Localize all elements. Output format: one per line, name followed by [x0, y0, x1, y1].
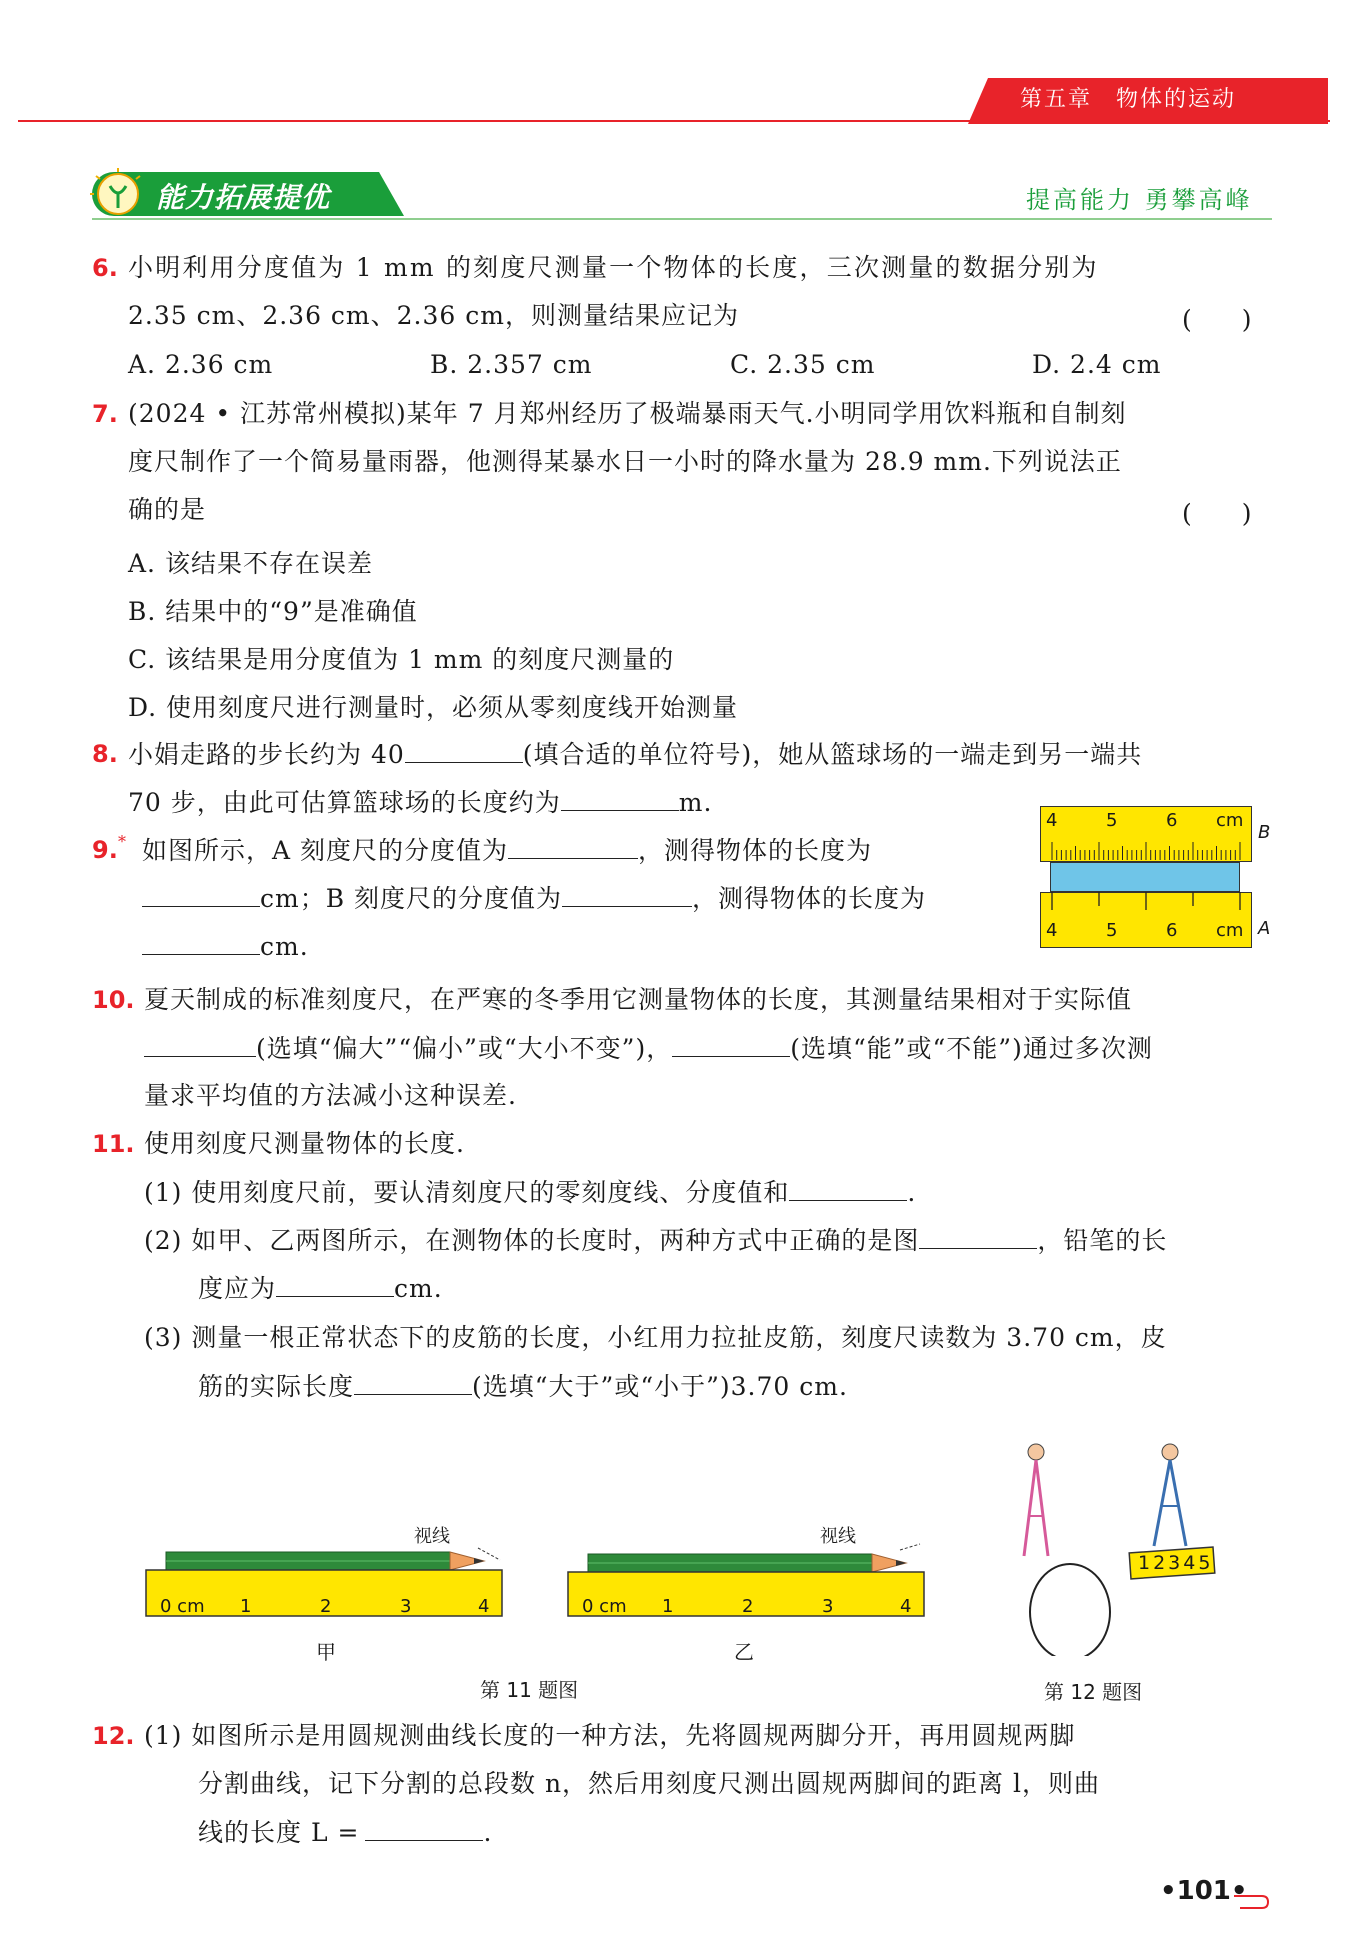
question-text-part: 度应为	[198, 1274, 277, 1303]
question-text: 使用刻度尺测量物体的长度.	[144, 1129, 465, 1158]
answer-blank[interactable]	[144, 1032, 256, 1057]
tick-label: cm	[1216, 920, 1244, 941]
question-text: (3) 测量一根正常状态下的皮筋的长度，小红用力拉扯皮筋，刻度尺读数为 3.70 cm，皮	[144, 1323, 1167, 1352]
figure-11-caption: 第 11 题图	[480, 1678, 579, 1702]
question-text	[142, 834, 872, 867]
tick-label: 3	[400, 1596, 412, 1617]
question-text	[198, 1370, 848, 1403]
option-d: D. 2.4 cm	[1032, 350, 1162, 379]
question-text: 夏天制成的标准刻度尺，在严寒的冬季用它测量物体的长度，其测量结果相对于实际值	[144, 985, 1133, 1014]
question-text-part: 筋的实际长度	[198, 1372, 355, 1401]
figure-11-yi	[566, 1520, 936, 1664]
question-text-part: (2) 如甲、乙两图所示，在测物体的长度时，两种方式中正确的是图	[144, 1226, 920, 1255]
tick-label: 4	[1046, 920, 1058, 941]
question-text: 度尺制作了一个简易量雨器，他测得某暴水日一小时的降水量为 28.9 mm.下列说法正	[128, 447, 1122, 476]
answer-blank[interactable]	[561, 786, 679, 811]
answer-blank[interactable]	[405, 738, 523, 763]
ruler-b-label: B	[1258, 822, 1271, 843]
tick-label: 4	[1046, 810, 1058, 831]
option-b: B. 结果中的“9”是准确值	[128, 597, 418, 626]
tick-label: 1	[240, 1596, 252, 1617]
question-text-part: .	[483, 1818, 493, 1847]
figure-11-jia	[144, 1520, 514, 1664]
question-text-part: 如图所示，A 刻度尺的分度值为	[142, 836, 509, 865]
figure-caption-jia: 甲	[316, 1640, 336, 1664]
answer-blank[interactable]	[142, 930, 260, 955]
question-text-part: m.	[678, 788, 713, 817]
section-slogan: 提高能力 勇攀高峰	[1026, 186, 1253, 214]
answer-blank[interactable]	[672, 1032, 790, 1057]
question-number: 10.	[92, 986, 135, 1014]
tick-label: 6	[1166, 810, 1178, 831]
option-a: A. 该结果不存在误差	[128, 549, 373, 578]
tick-label: 0 cm	[582, 1596, 627, 1617]
option-b: B. 2.357 cm	[430, 350, 593, 379]
sight-label: 视线	[820, 1526, 856, 1547]
answer-blank[interactable]	[562, 882, 692, 907]
answer-blank[interactable]	[789, 1176, 907, 1201]
answer-paren: ( )	[1182, 499, 1252, 528]
question-text-part: ，测得物体的长度为	[692, 884, 927, 913]
question-text	[198, 1272, 443, 1305]
question-text: 小明利用分度值为 1 mm 的刻度尺测量一个物体的长度，三次测量的数据分别为	[128, 253, 1099, 282]
question-text: 确的是	[128, 495, 207, 524]
question-text-part: ，铅笔的长	[1037, 1226, 1168, 1255]
tick-label: 5	[1106, 810, 1118, 831]
figure-12-caption: 第 12 题图	[1044, 1680, 1143, 1704]
question-text: (2024 • 江苏常州模拟)某年 7 月郑州经历了极端暴雨天气.小明同学用饮料瓶和自制刻	[128, 399, 1127, 428]
chapter-title: 第五章 物体的运动	[1020, 87, 1237, 112]
question-text	[144, 1176, 916, 1209]
question-text-part: cm.	[260, 932, 309, 961]
question-text	[142, 930, 309, 963]
tick-label: 6	[1166, 920, 1178, 941]
ruler-digits: 12345	[1138, 1552, 1214, 1574]
tick-label: 5	[1106, 920, 1118, 941]
tick-label: 3	[822, 1596, 834, 1617]
question-text-part: (1) 使用刻度尺前，要认清刻度尺的零刻度线、分度值和	[144, 1178, 790, 1207]
page-arrow-icon	[1232, 1888, 1272, 1910]
figure-9	[1040, 806, 1280, 952]
option-a: A. 2.36 cm	[128, 350, 274, 379]
question-text: 量求平均值的方法减小这种误差.	[144, 1081, 517, 1110]
question-text-part: (选填“偏大”“偏小”或“大小不变”)，	[256, 1034, 673, 1063]
question-text: 分割曲线，记下分割的总段数 n，然后用刻度尺测出圆规两脚间的距离 l，则曲	[198, 1769, 1100, 1798]
question-number: 11.	[92, 1130, 135, 1158]
tick-label: cm	[1216, 810, 1244, 831]
difficulty-star: *	[118, 832, 126, 851]
tick-label: 2	[742, 1596, 754, 1617]
header-divider	[18, 120, 1330, 122]
page-number: •101•	[1160, 1876, 1248, 1906]
answer-blank[interactable]	[276, 1272, 394, 1297]
tick-label: 2	[320, 1596, 332, 1617]
question-text-part: (填合适的单位符号)，她从篮球场的一端走到另一端共	[522, 740, 1143, 769]
tick-label: 0 cm	[160, 1596, 205, 1617]
answer-blank[interactable]	[365, 1816, 483, 1841]
option-c: C. 2.35 cm	[730, 350, 876, 379]
compass-drawing	[990, 1436, 1240, 1656]
section-divider	[92, 218, 1272, 220]
question-text	[198, 1816, 492, 1849]
question-text	[144, 1032, 1153, 1065]
option-c: C. 该结果是用分度值为 1 mm 的刻度尺测量的	[128, 645, 675, 674]
question-text	[142, 882, 926, 915]
question-text-part: 70 步，由此可估算篮球场的长度约为	[128, 788, 561, 817]
answer-blank[interactable]	[508, 834, 638, 859]
tick-label: 4	[900, 1596, 912, 1617]
question-text-part: cm；B 刻度尺的分度值为	[260, 884, 563, 913]
option-d: D. 使用刻度尺进行测量时，必须从零刻度线开始测量	[128, 693, 739, 722]
question-number: 8.	[92, 740, 118, 768]
question-text-part: (选填“能”或“不能”)通过多次测	[790, 1034, 1153, 1063]
question-text-part: cm.	[394, 1274, 443, 1303]
answer-blank[interactable]	[142, 882, 260, 907]
sight-label: 视线	[414, 1526, 450, 1547]
lightbulb-icon	[88, 166, 148, 222]
answer-paren: ( )	[1182, 305, 1252, 334]
question-text-part: (选填“大于”或“小于”)3.70 cm.	[472, 1372, 848, 1401]
answer-blank[interactable]	[354, 1370, 472, 1395]
question-text-part: 小娟走路的步长约为 40	[128, 740, 405, 769]
question-text-part: ，测得物体的长度为	[638, 836, 873, 865]
question-text: 2.35 cm、2.36 cm、2.36 cm，则测量结果应记为	[128, 301, 739, 330]
tick-label: 1	[662, 1596, 674, 1617]
ruler-a-label: A	[1258, 918, 1271, 939]
question-text: (1) 如图所示是用圆规测曲线长度的一种方法，先将圆规两脚分开，再用圆规两脚	[144, 1721, 1076, 1750]
question-text	[128, 786, 712, 819]
question-number: 12.	[92, 1722, 135, 1750]
question-number: 6.	[92, 254, 118, 282]
question-text	[144, 1224, 1167, 1257]
question-number: 7.	[92, 400, 118, 428]
question-text	[128, 738, 1142, 771]
question-text-part: .	[907, 1178, 917, 1207]
figure-12	[990, 1436, 1240, 1656]
question-text-part: 线的长度 L =	[198, 1818, 360, 1847]
answer-blank[interactable]	[919, 1224, 1037, 1249]
tick-label: 4	[478, 1596, 490, 1617]
section-title: 能力拓展提优	[156, 181, 331, 214]
question-number: 9.	[92, 836, 118, 864]
figure-caption-yi: 乙	[734, 1640, 754, 1664]
